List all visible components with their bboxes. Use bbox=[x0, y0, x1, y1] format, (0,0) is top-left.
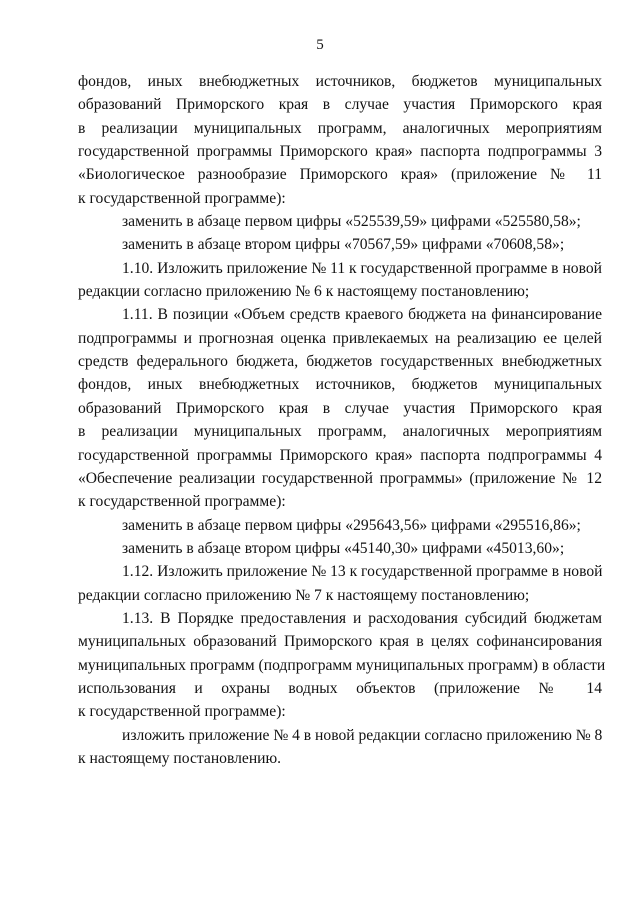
text-line: муниципальных образований Приморского края в целях софинансирования bbox=[78, 633, 602, 651]
text-line: в реализации муниципальных программ, аналогичных мероприятиям bbox=[78, 119, 602, 137]
text-line: заменить в абзаце втором цифры «45140,30» цифрами «45013,60»; bbox=[122, 539, 565, 557]
text-line: 1.11. В позиции «Объем средств краевого бюджета на финансирование bbox=[122, 306, 602, 324]
text-line: подпрограммы и прогнозная оценка привлекаемых на реализацию ее целей bbox=[78, 329, 602, 347]
text-line: образований Приморского края в случае участия Приморского края bbox=[78, 399, 602, 417]
text-line: к государственной программе): bbox=[78, 703, 286, 721]
text-line: заменить в абзаце первом цифры «295643,56» цифрами «295516,86»; bbox=[122, 516, 581, 534]
text-line: заменить в абзаце втором цифры «70567,59» цифрами «70608,58»; bbox=[122, 236, 565, 254]
text-line: 1.13. В Порядке предоставления и расходования субсидий бюджетам bbox=[122, 609, 602, 627]
text-line: муниципальных программ (подпрограмм муниципальных программ) в области bbox=[78, 656, 606, 674]
text-line: изложить приложение № 4 в новой редакции согласно приложению № 8 bbox=[122, 726, 603, 744]
text-line: к государственной программе): bbox=[78, 493, 286, 511]
page-number: 5 bbox=[316, 37, 324, 53]
document-body bbox=[78, 70, 606, 770]
text-line: использования и охраны водных объектов (приложение № 14 bbox=[78, 679, 602, 697]
text-line: «Обеспечение реализации государственной программы» (приложение № 12 bbox=[78, 469, 602, 487]
text-line: образований Приморского края в случае участия Приморского края bbox=[78, 96, 602, 114]
text-line: государственной программы Приморского края» паспорта подпрограммы 4 bbox=[78, 446, 602, 464]
text-line: к настоящему постановлению. bbox=[78, 749, 282, 767]
text-line: 1.10. Изложить приложение № 11 к государственной программе в новой bbox=[122, 259, 602, 277]
text-line: в реализации муниципальных программ, аналогичных мероприятиям bbox=[78, 423, 602, 441]
text-line: фондов, иных внебюджетных источников, бюджетов муниципальных bbox=[78, 376, 602, 394]
text-line: редакции согласно приложению № 7 к настоящему постановлению; bbox=[78, 586, 530, 604]
text-line: заменить в абзаце первом цифры «525539,59» цифрами «525580,58»; bbox=[122, 213, 581, 231]
text-line: «Биологическое разнообразие Приморского края» (приложение № 11 bbox=[78, 166, 602, 184]
text-line: 1.12. Изложить приложение № 13 к государственной программе в новой bbox=[122, 563, 603, 581]
text-line: средств федерального бюджета, бюджетов государственных внебюджетных bbox=[78, 353, 602, 371]
text-line: к государственной программе): bbox=[78, 189, 286, 207]
text-line: редакции согласно приложению № 6 к настоящему постановлению; bbox=[78, 283, 530, 301]
text-line: фондов, иных внебюджетных источников, бюджетов муниципальных bbox=[78, 73, 602, 90]
text-line: государственной программы Приморского края» паспорта подпрограммы 3 bbox=[78, 143, 602, 161]
